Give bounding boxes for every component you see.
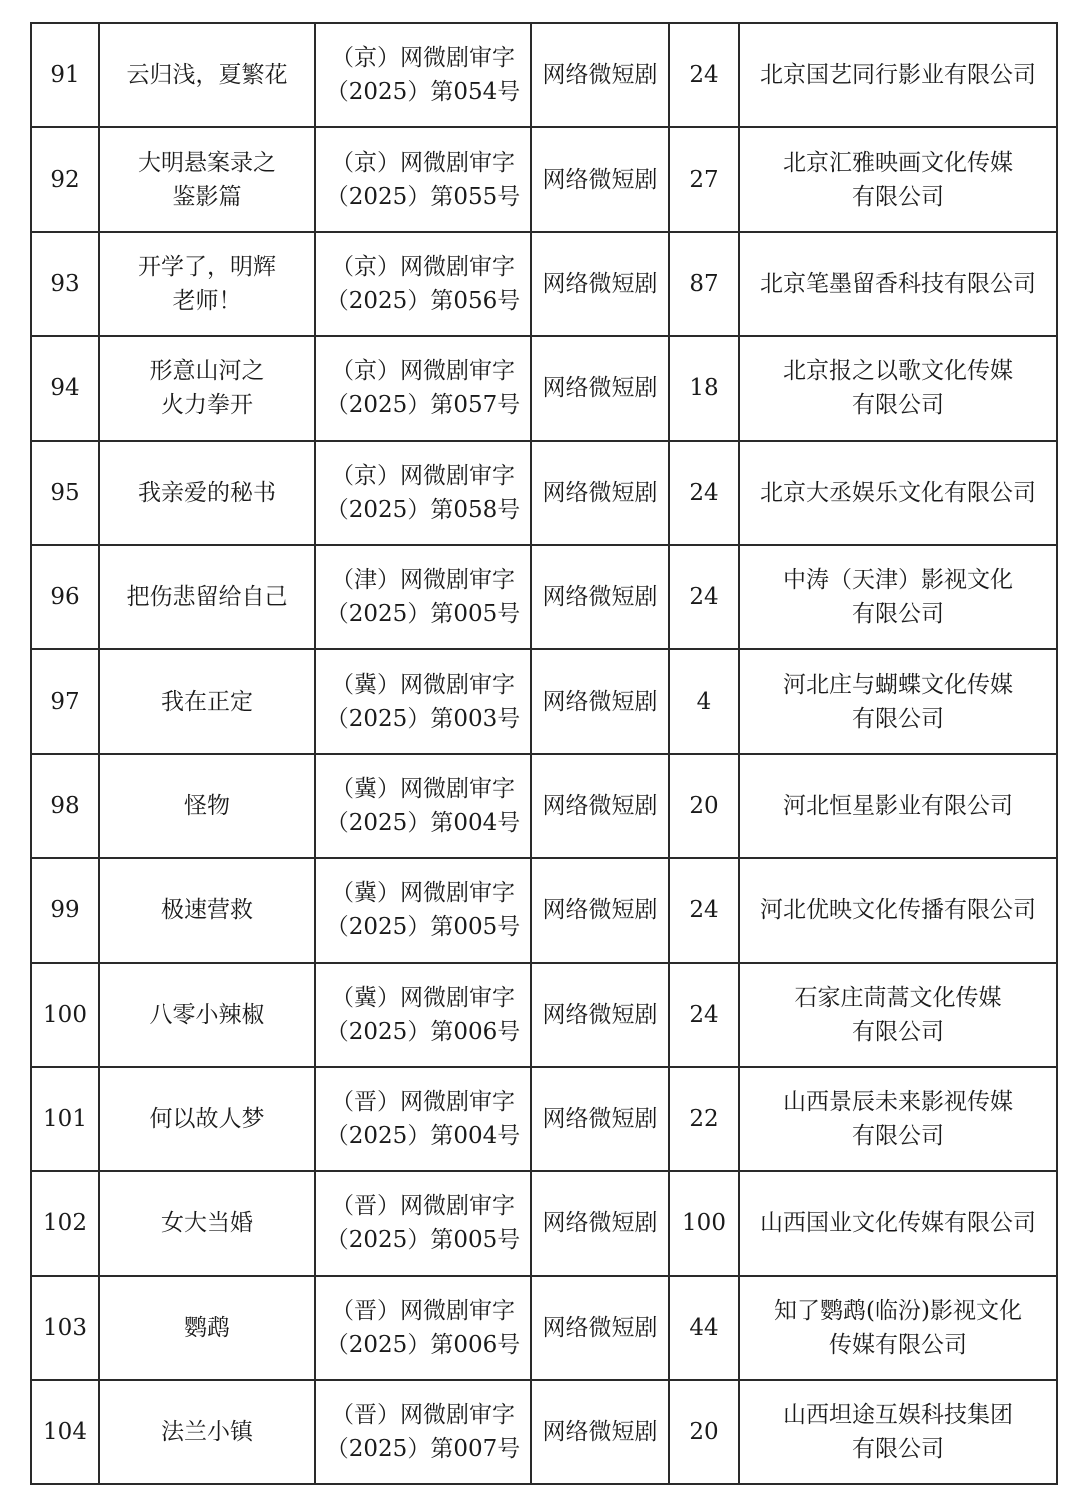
permit-number-cell: [315, 545, 531, 649]
table-row: [31, 441, 1057, 545]
company-line: 北京笔墨留香科技有限公司: [760, 270, 1036, 297]
title-line: 怪物: [184, 792, 230, 819]
title-cell: [99, 336, 315, 440]
type-cell: 网络微短剧: [531, 23, 669, 127]
permit-number-cell: [315, 232, 531, 336]
title-cell: [99, 1171, 315, 1275]
company-cell: [739, 336, 1057, 440]
title-line: 我亲爱的秘书: [138, 479, 276, 506]
permit-line: （京）网微剧审字: [331, 253, 515, 280]
table-row: [31, 23, 1057, 127]
table-row: [31, 127, 1057, 231]
serial-number-cell: 91: [31, 23, 99, 127]
permit-line: （晋）网微剧审字: [331, 1297, 515, 1324]
serial-number-cell: 102: [31, 1171, 99, 1275]
permit-line: （2025）第054号: [325, 79, 521, 106]
permit-line: （2025）第058号: [325, 496, 521, 523]
table-row: [31, 232, 1057, 336]
company-cell: [739, 127, 1057, 231]
title-line: 鉴影篇: [172, 183, 242, 210]
serial-number-cell: 92: [31, 127, 99, 231]
permit-number-cell: [315, 963, 531, 1067]
title-line: 火力拳开: [161, 392, 253, 419]
episodes-cell: 4: [669, 649, 739, 753]
title-cell: [99, 858, 315, 962]
title-cell: [99, 441, 315, 545]
type-cell: 网络微短剧: [531, 127, 669, 231]
title-line: 把伤悲留给自己: [126, 584, 288, 611]
table-row: [31, 649, 1057, 753]
serial-number-cell: 96: [31, 545, 99, 649]
title-line: 大明悬案录之: [138, 149, 276, 176]
permit-line: （京）网微剧审字: [331, 358, 515, 385]
type-cell: 网络微短剧: [531, 545, 669, 649]
permit-line: （2025）第003号: [325, 705, 521, 732]
type-cell: 网络微短剧: [531, 649, 669, 753]
permit-number-cell: [315, 754, 531, 858]
permit-number-cell: [315, 441, 531, 545]
company-cell: [739, 23, 1057, 127]
episodes-cell: 44: [669, 1276, 739, 1380]
serial-number-cell: 93: [31, 232, 99, 336]
company-cell: [739, 1380, 1057, 1484]
company-line: 有限公司: [852, 1018, 944, 1045]
permit-line: （2025）第007号: [325, 1436, 521, 1463]
company-line: 北京报之以歌文化传媒: [783, 358, 1013, 385]
title-line: 鹦鹉: [184, 1314, 230, 1341]
permit-line: （冀）网微剧审字: [331, 671, 515, 698]
permit-number-cell: [315, 1067, 531, 1171]
table-row: [31, 1171, 1057, 1275]
document-page: [30, 22, 1056, 1484]
title-line: 我在正定: [161, 688, 253, 715]
type-cell: 网络微短剧: [531, 1171, 669, 1275]
title-line: 开学了，明辉: [138, 253, 276, 280]
title-cell: [99, 963, 315, 1067]
episodes-cell: 24: [669, 963, 739, 1067]
company-line: 有限公司: [852, 601, 944, 628]
permit-number-cell: [315, 649, 531, 753]
table-row: [31, 336, 1057, 440]
permit-line: （京）网微剧审字: [331, 149, 515, 176]
type-cell: 网络微短剧: [531, 232, 669, 336]
permit-number-cell: [315, 23, 531, 127]
company-line: 有限公司: [852, 392, 944, 419]
type-cell: 网络微短剧: [531, 1276, 669, 1380]
company-line: 石家庄茼蒿文化传媒: [794, 984, 1002, 1011]
permit-line: （2025）第004号: [325, 1123, 521, 1150]
permit-line: （京）网微剧审字: [331, 462, 515, 489]
company-line: 北京汇雅映画文化传媒: [783, 149, 1013, 176]
serial-number-cell: 99: [31, 858, 99, 962]
permit-line: （2025）第005号: [325, 1227, 521, 1254]
type-cell: 网络微短剧: [531, 858, 669, 962]
permit-line: （冀）网微剧审字: [331, 984, 515, 1011]
permit-number-cell: [315, 336, 531, 440]
permit-line: （晋）网微剧审字: [331, 1402, 515, 1429]
episodes-cell: 24: [669, 545, 739, 649]
permit-line: （2025）第004号: [325, 809, 521, 836]
episodes-cell: 24: [669, 441, 739, 545]
title-cell: [99, 1067, 315, 1171]
serial-number-cell: 101: [31, 1067, 99, 1171]
permit-line: （冀）网微剧审字: [331, 880, 515, 907]
permit-line: （冀）网微剧审字: [331, 775, 515, 802]
type-cell: 网络微短剧: [531, 1067, 669, 1171]
type-cell: 网络微短剧: [531, 754, 669, 858]
title-cell: [99, 23, 315, 127]
approval-table: [30, 22, 1058, 1485]
episodes-cell: 18: [669, 336, 739, 440]
episodes-cell: 20: [669, 1380, 739, 1484]
company-line: 山西景辰未来影视传媒: [783, 1089, 1013, 1116]
company-line: 河北庄与蝴蝶文化传媒: [783, 671, 1013, 698]
type-cell: 网络微短剧: [531, 441, 669, 545]
permit-line: （2025）第056号: [325, 287, 521, 314]
permit-line: （2025）第006号: [325, 1331, 521, 1358]
title-line: 老师！: [172, 287, 242, 314]
table-body: [31, 23, 1057, 1484]
company-cell: [739, 858, 1057, 962]
permit-line: （2025）第006号: [325, 1018, 521, 1045]
company-line: 中涛（天津）影视文化: [783, 567, 1013, 594]
company-line: 山西国业文化传媒有限公司: [760, 1210, 1036, 1237]
serial-number-cell: 97: [31, 649, 99, 753]
company-cell: [739, 545, 1057, 649]
permit-number-cell: [315, 1380, 531, 1484]
permit-line: （2025）第005号: [325, 601, 521, 628]
table-row: [31, 963, 1057, 1067]
permit-line: （津）网微剧审字: [331, 567, 515, 594]
title-cell: [99, 545, 315, 649]
company-cell: [739, 963, 1057, 1067]
title-cell: [99, 754, 315, 858]
type-cell: 网络微短剧: [531, 1380, 669, 1484]
permit-line: （2025）第057号: [325, 392, 521, 419]
title-cell: [99, 649, 315, 753]
title-cell: [99, 232, 315, 336]
company-line: 有限公司: [852, 1436, 944, 1463]
company-cell: [739, 1067, 1057, 1171]
episodes-cell: 22: [669, 1067, 739, 1171]
episodes-cell: 24: [669, 858, 739, 962]
company-cell: [739, 441, 1057, 545]
permit-number-cell: [315, 1171, 531, 1275]
episodes-cell: 27: [669, 127, 739, 231]
company-cell: [739, 1276, 1057, 1380]
company-line: 北京国艺同行影业有限公司: [760, 62, 1036, 89]
serial-number-cell: 104: [31, 1380, 99, 1484]
company-cell: [739, 232, 1057, 336]
episodes-cell: 24: [669, 23, 739, 127]
title-cell: [99, 127, 315, 231]
title-cell: [99, 1276, 315, 1380]
table-row: [31, 858, 1057, 962]
permit-line: （京）网微剧审字: [331, 45, 515, 72]
title-line: 女大当婚: [161, 1210, 253, 1237]
permit-number-cell: [315, 127, 531, 231]
title-line: 法兰小镇: [161, 1419, 253, 1446]
company-cell: [739, 754, 1057, 858]
company-cell: [739, 649, 1057, 753]
permit-line: （2025）第005号: [325, 914, 521, 941]
serial-number-cell: 94: [31, 336, 99, 440]
type-cell: 网络微短剧: [531, 963, 669, 1067]
company-line: 有限公司: [852, 183, 944, 210]
title-cell: [99, 1380, 315, 1484]
episodes-cell: 20: [669, 754, 739, 858]
company-line: 有限公司: [852, 705, 944, 732]
title-line: 形意山河之: [149, 358, 265, 385]
permit-line: （2025）第055号: [325, 183, 521, 210]
episodes-cell: 100: [669, 1171, 739, 1275]
company-cell: [739, 1171, 1057, 1275]
company-line: 传媒有限公司: [829, 1331, 967, 1358]
permit-number-cell: [315, 1276, 531, 1380]
type-cell: 网络微短剧: [531, 336, 669, 440]
company-line: 河北恒星影业有限公司: [783, 792, 1013, 819]
company-line: 河北优映文化传播有限公司: [760, 897, 1036, 924]
company-line: 北京大丞娱乐文化有限公司: [760, 479, 1036, 506]
table-row: [31, 1276, 1057, 1380]
serial-number-cell: 95: [31, 441, 99, 545]
title-line: 极速营救: [161, 897, 253, 924]
permit-line: （晋）网微剧审字: [331, 1193, 515, 1220]
table-row: [31, 545, 1057, 649]
permit-number-cell: [315, 858, 531, 962]
title-line: 八零小辣椒: [149, 1001, 265, 1028]
table-row: [31, 1067, 1057, 1171]
table-row: [31, 754, 1057, 858]
company-line: 知了鹦鹉(临汾)影视文化: [774, 1297, 1022, 1324]
serial-number-cell: 98: [31, 754, 99, 858]
serial-number-cell: 103: [31, 1276, 99, 1380]
serial-number-cell: 100: [31, 963, 99, 1067]
table-row: [31, 1380, 1057, 1484]
company-line: 有限公司: [852, 1123, 944, 1150]
title-line: 何以故人梦: [149, 1106, 265, 1133]
permit-line: （晋）网微剧审字: [331, 1089, 515, 1116]
company-line: 山西坦途互娱科技集团: [783, 1402, 1013, 1429]
title-line: 云归浅，夏繁花: [126, 62, 288, 89]
episodes-cell: 87: [669, 232, 739, 336]
